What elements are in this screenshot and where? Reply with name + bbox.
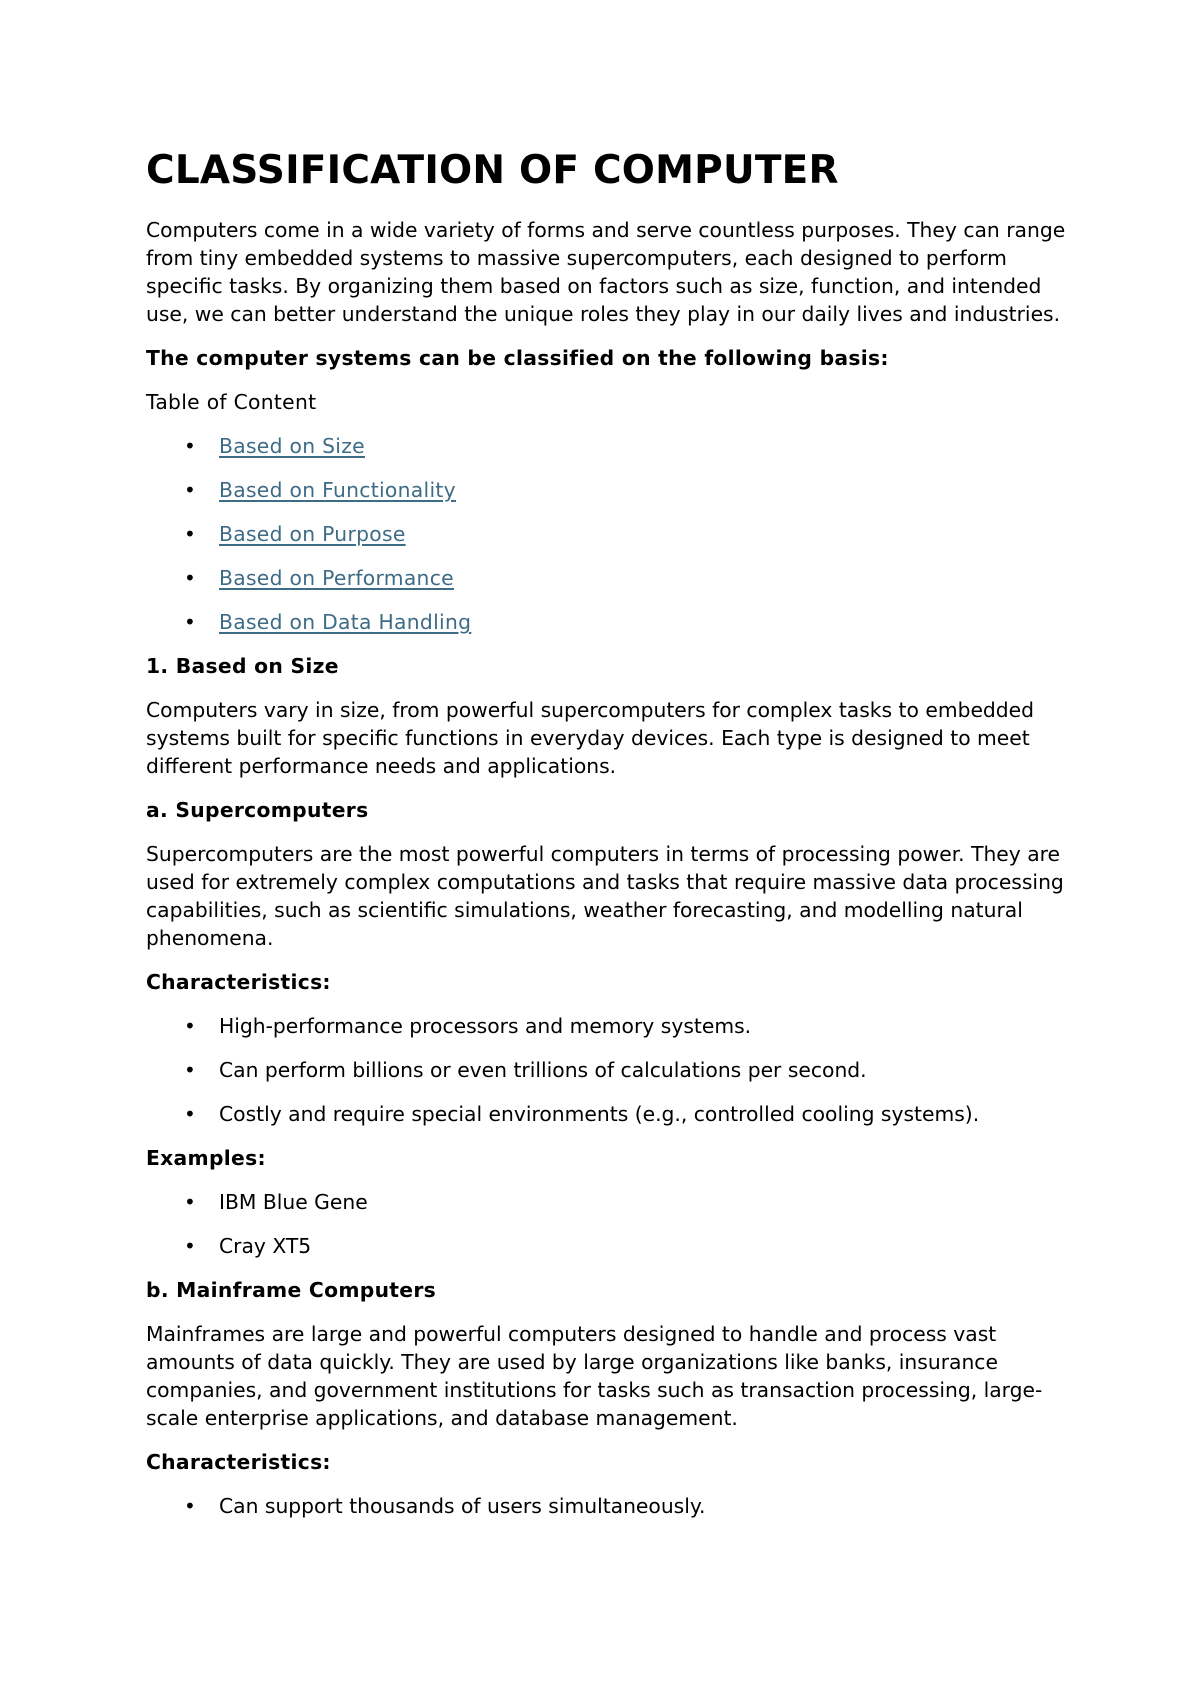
- toc-item: [146, 564, 1066, 592]
- list-item: [146, 1492, 1066, 1520]
- intro-paragraph: Computers come in a wide variety of forms and serve countless purposes. They can range from tiny embedded systems to massive supercomputers, each designed to perform specific tasks. By organizing them based on factors such as size, function, and intended use, we can better understand the unique roles they play in our daily lives and industries.: [146, 218, 1066, 326]
- supercomputers-paragraph: Supercomputers are the most powerful computers in terms of processing power. They are used for extremely complex computations and tasks that require massive data processing capabilities, such as scientific simulations, weather forecasting, and modelling natural phenomena.: [146, 842, 1064, 950]
- section-size-paragraph: Computers vary in size, from powerful supercomputers for complex tasks to embedded systems built for specific functions in everyday devices. Each type is designed to meet different performance needs and applications.: [146, 698, 1035, 778]
- toc-link-data-handling[interactable]: Based on Data Handling: [219, 610, 472, 634]
- toc-item: [146, 520, 1066, 548]
- mainframes-characteristics-list: [146, 1492, 1066, 1520]
- toc-link-size[interactable]: Based on Size: [219, 434, 365, 458]
- bullet-icon: •: [184, 1102, 196, 1126]
- bullet-icon: •: [184, 566, 196, 590]
- supercomputers-examples-list: [146, 1188, 1066, 1260]
- list-item: [146, 1100, 1066, 1128]
- page-title: CLASSIFICATION OF COMPUTER: [146, 148, 839, 193]
- bullet-icon: •: [184, 434, 196, 458]
- list-item-text: High-performance processors and memory systems.: [219, 1014, 752, 1038]
- bullet-icon: •: [184, 1234, 196, 1258]
- subsection-heading-mainframes: b. Mainframe Computers: [146, 1278, 437, 1302]
- list-item-text: Cray XT5: [219, 1234, 312, 1258]
- bullet-icon: •: [184, 1058, 196, 1082]
- bullet-icon: •: [184, 1494, 196, 1518]
- toc-link-purpose[interactable]: Based on Purpose: [219, 522, 406, 546]
- list-item-text: Can support thousands of users simultaneously.: [219, 1494, 706, 1518]
- mainframes-paragraph: Mainframes are large and powerful computers designed to handle and process vast amounts of data quickly. They are used by large organizations like banks, insurance companies, and government institutions for tasks such as transaction processing, large-scale enterprise applications, and database management.: [146, 1322, 1043, 1430]
- list-item-text: Can perform billions or even trillions of calculations per second.: [219, 1058, 867, 1082]
- supercomputers-examples-label: Examples:: [146, 1146, 266, 1170]
- toc-item: [146, 608, 1066, 636]
- supercomputers-characteristics-list: [146, 1012, 1066, 1128]
- basis-statement: The computer systems can be classified on the following basis:: [146, 346, 889, 370]
- document-page: [146, 146, 1066, 1536]
- bullet-icon: •: [184, 610, 196, 634]
- toc-item: [146, 476, 1066, 504]
- list-item: [146, 1188, 1066, 1216]
- supercomputers-characteristics-label: Characteristics:: [146, 970, 331, 994]
- list-item: [146, 1012, 1066, 1040]
- list-item: [146, 1232, 1066, 1260]
- bullet-icon: •: [184, 522, 196, 546]
- toc-heading: Table of Content: [146, 390, 317, 414]
- table-of-contents: [146, 432, 1066, 636]
- bullet-icon: •: [184, 478, 196, 502]
- section-heading-size: 1. Based on Size: [146, 654, 339, 678]
- toc-link-performance[interactable]: Based on Performance: [219, 566, 454, 590]
- bullet-icon: •: [184, 1190, 196, 1214]
- mainframes-characteristics-label: Characteristics:: [146, 1450, 331, 1474]
- list-item: [146, 1056, 1066, 1084]
- list-item-text: IBM Blue Gene: [219, 1190, 368, 1214]
- list-item-text: Costly and require special environments (e.g., controlled cooling systems).: [219, 1102, 980, 1126]
- toc-item: [146, 432, 1066, 460]
- bullet-icon: •: [184, 1014, 196, 1038]
- subsection-heading-supercomputers: a. Supercomputers: [146, 798, 369, 822]
- toc-link-functionality[interactable]: Based on Functionality: [219, 478, 456, 502]
